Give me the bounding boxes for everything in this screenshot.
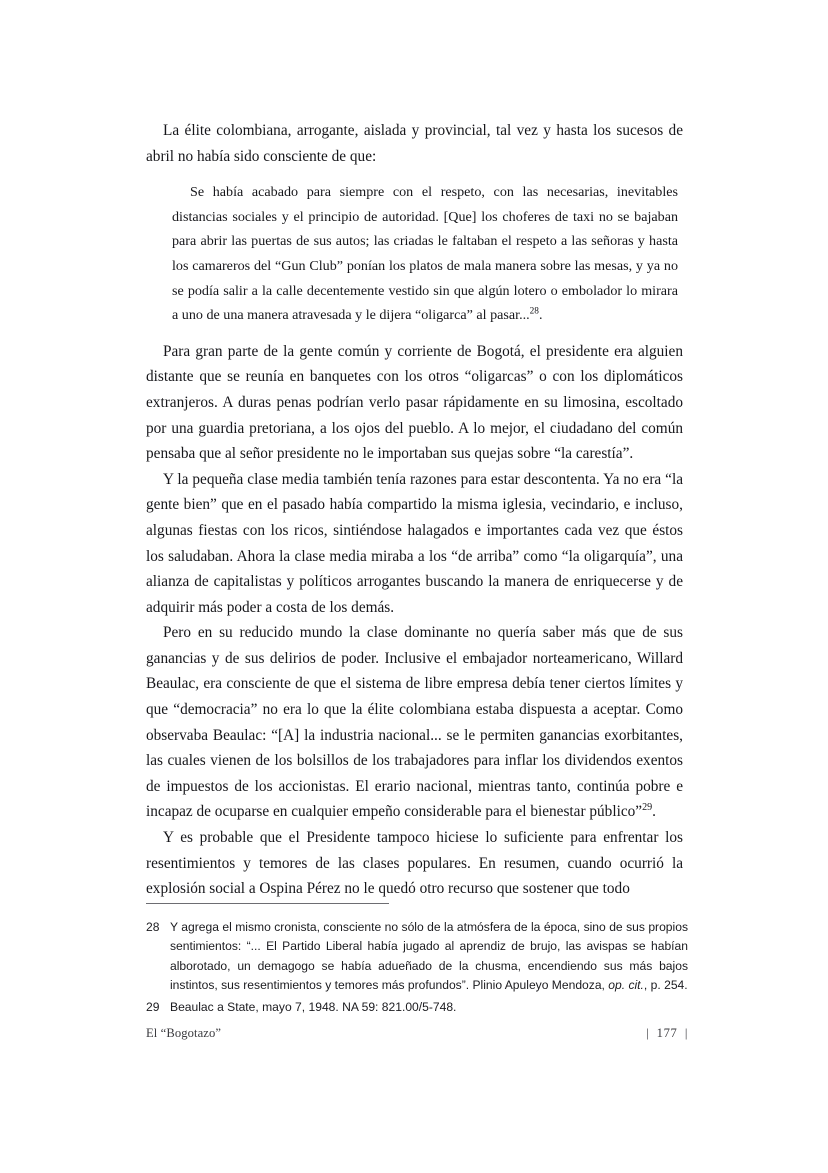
body-paragraph-4-text: Pero en su reducido mundo la clase dominante no quería saber más que de sus ganancias y de sus delirios de poder. Inclusive el embajador norteamericano, Willard Beaulac, era consciente de que el sistema de libre empresa debía tener ciertos límites y que “democracia” no era lo que la élite colombiana estaba dispuesta a aceptar. Como observaba Beaulac: “[A] la industria nacional... se le permiten ganancias exorbitantes, las cuales vienen de los bolsillos de los trabajadores para inflar los dividendos exentos de impuestos de los accionistas. El erario nacional, mientras tanto, continúa pobre e incapaz de ocuparse en cualquier empeño considerable para el bienestar público”: [146, 624, 683, 821]
body-paragraph-4-tail: .: [652, 803, 656, 821]
block-quotation-paragraph: [172, 180, 678, 328]
running-footer: [146, 1025, 688, 1041]
footnote-entry-29: [146, 998, 688, 1017]
footnote-text-28-part2: , p. 254.: [643, 978, 688, 993]
footnote-number-28: 28: [146, 920, 160, 934]
block-quotation-text: Se había acabado para siempre con el respeto, con las necesarias, inevitables distancias sociales y el principio de autoridad. [Que] los choferes de taxi no se bajaban para abrir las puertas de sus autos; las criadas le faltaban el respeto a las señoras y hasta los camareros del “Gun Club” ponían los platos de mala manera sobre las mesas, y ya no se podía salir a la calle decentemente vestido sin que algún lotero o embolador lo mirara a uno de una manera atravesada y le dijera “oligarca” al pasar...: [172, 184, 678, 324]
footnote-text-29-part1: Beaulac a State, mayo 7, 1948. NA 59: 821.00/5-748.: [170, 999, 457, 1014]
running-footer-title: El “Bogotazo”: [146, 1026, 222, 1040]
footnote-text-28-italic: op. cit.: [608, 978, 644, 993]
footnotes-section: [146, 903, 688, 1019]
page-number: | 177 |: [646, 1026, 688, 1040]
block-quotation: [146, 180, 683, 328]
body-paragraph-5: Y es probable que el Presidente tampoco hiciese lo suficiente para enfrentar los resentimientos y temores de las clases populares. En resumen, cuando ocurrió la explosión social a Ospina Pérez no le quedó otro recurso que sostener que todo: [146, 829, 683, 898]
body-paragraph-3: Y la pequeña clase media también tenía razones para estar descontenta. Ya no era “la gente bien” que en el pasado había compartido la misma iglesia, vecindario, e incluso, algunas fiestas con los ricos, sintiéndose halagados e importantes cada vez que éstos los saludaban. Ahora la clase media miraba a los “de arriba” como “la oligarquía”, una alianza de capitalistas y políticos arrogantes buscando la manera de enriquecerse y de adquirir más poder a costa de los demás.: [146, 470, 683, 616]
block-quotation-tail: .: [538, 307, 543, 324]
footnote-reference-29[interactable]: 29: [642, 802, 653, 814]
footnote-text-28-part1: Y agrega el mismo cronista, consciente no sólo de la atmósfera de la época, sino de sus propios sentimientos: “... El Partido Liberal había jugado al aprendiz de brujo, las avispas se habían alborotado, un demagogo se había adueñado de la chusma, encendiendo sus más bajos instintos, sus resentimientos y temores más profundos”. Plinio Apuleyo Mendoza,: [170, 920, 688, 993]
body-paragraph-1: La élite colombiana, arrogante, aislada y provincial, tal vez y hasta los sucesos de abril no había sido consciente de que:: [146, 122, 683, 165]
footnote-number-29: 29: [146, 999, 160, 1014]
body-paragraph-4: [146, 620, 683, 825]
footnote-entry-28: [146, 918, 688, 996]
footnote-separator-rule: [146, 903, 389, 904]
body-paragraph-2: Para gran parte de la gente común y corriente de Bogotá, el presidente era alguien distante que se reunía en banquetes con los otros “oligarcas” o con los diplomáticos extranjeros. A duras penas podrían verlo pasar rápidamente en su limosina, escoltado por una guardia pretoriana, a los ojos del pueblo. A lo mejor, el ciudadano del común pensaba que al señor presidente no le importaban sus quejas sobre “la carestía”.: [146, 342, 683, 463]
footnote-reference-28[interactable]: 28: [529, 306, 539, 317]
page-body-text-column: [146, 118, 683, 902]
